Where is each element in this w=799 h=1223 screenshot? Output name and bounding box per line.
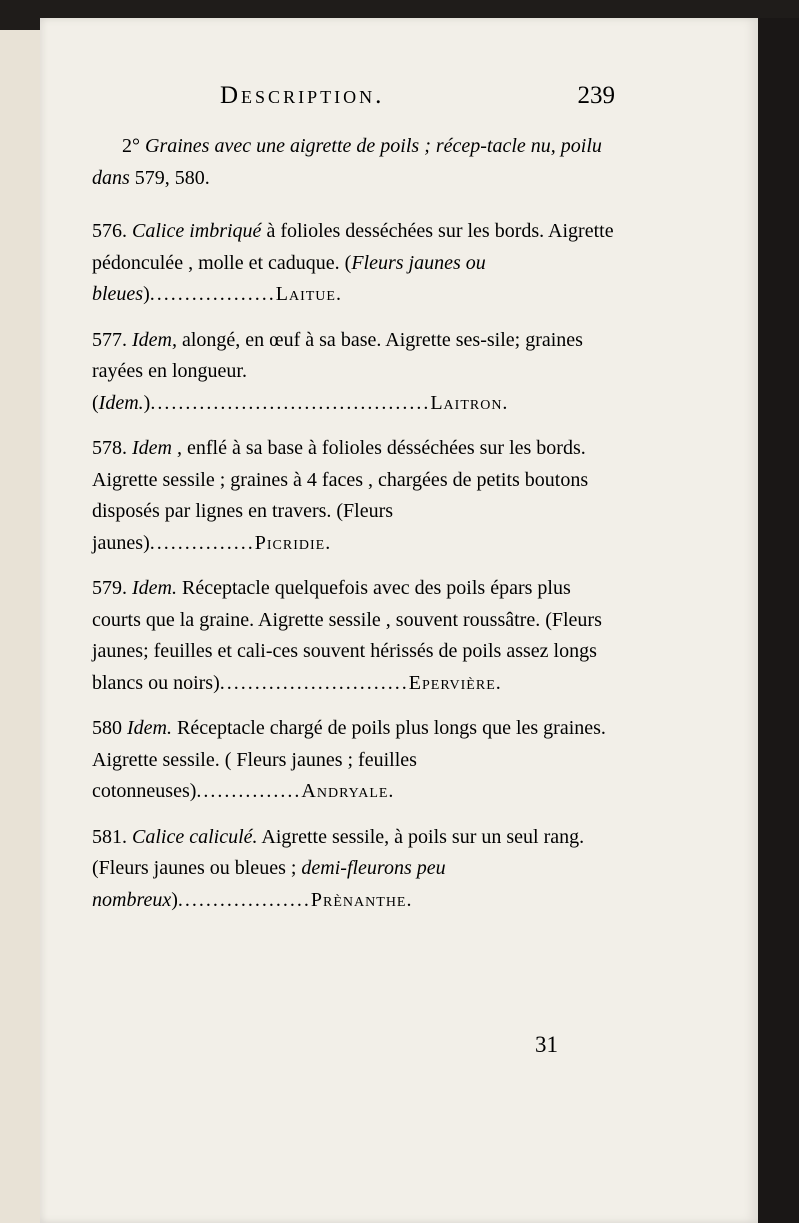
entry-number: 581.	[92, 825, 127, 848]
entry-term: Idem,	[132, 328, 177, 351]
page-body	[92, 131, 622, 930]
entry-text: alongé, en œuf à sa base. Aigrette ses-sile; graines rayées en longueur. (	[92, 328, 583, 414]
entry-note: Fleurs jaunes ou bleues	[92, 251, 486, 305]
entry-number: 576.	[92, 220, 127, 242]
entry-term: Calice imbriqué	[132, 220, 262, 242]
entry-close: )	[171, 888, 178, 911]
page-shadow	[758, 18, 799, 1223]
leader-dots: ........................................	[150, 391, 431, 414]
section-subheading	[92, 131, 622, 194]
entry-term: Idem.	[127, 717, 172, 739]
key-entry-580	[92, 713, 622, 808]
entry-term: Calice caliculé.	[132, 825, 258, 848]
plant-name: Laitron.	[430, 391, 509, 414]
entry-number: 578.	[92, 437, 127, 459]
entry-term: Idem ,	[132, 437, 182, 459]
running-title: Description.	[220, 82, 385, 109]
plant-name: Picridie.	[254, 531, 332, 554]
entry-note: demi-fleurons peu nombreux	[92, 857, 446, 911]
key-entry-577	[92, 325, 622, 420]
entry-close: )	[143, 391, 151, 414]
entry-text: Aigrette sessile, à poils sur un seul rang. (Fleurs jaunes ou bleues ;	[92, 825, 585, 879]
page-number: 239	[577, 82, 615, 109]
leader-dots: ...................	[177, 888, 311, 911]
page-header	[220, 82, 615, 122]
key-entry-578	[92, 433, 622, 559]
plant-name: Laitue.	[275, 283, 342, 305]
entry-number: 580	[92, 717, 122, 739]
entry-term: Idem.	[132, 577, 177, 599]
subheading-text: Graines avec une aigrette de poils ; récep-tacle nu, poilu dans	[92, 135, 602, 189]
entry-text: enflé à sa base à folioles désséchées sur les bords. Aigrette sessile ; graines à 4 faces , chargées de petits boutons disposés par lignes en travers. (Fleurs jaunes)	[92, 437, 589, 554]
plant-name: Andryale.	[301, 780, 395, 802]
leader-dots: ...........................	[219, 671, 409, 694]
leader-dots: ...............	[196, 780, 302, 802]
entry-close: )	[143, 283, 150, 305]
subheading-refs: 579, 580.	[129, 166, 210, 189]
entry-number: 577.	[92, 328, 127, 351]
leader-dots: ...............	[149, 531, 255, 554]
key-entry-579	[92, 573, 622, 699]
leader-dots: ..................	[149, 283, 276, 305]
plant-name: Epervière.	[408, 671, 502, 694]
signature-mark: 31	[535, 1032, 558, 1057]
key-entry-581	[92, 822, 622, 917]
entry-text: Réceptacle quelquefois avec des poils épars plus courts que la graine. Aigrette sessile , souvent roussâtre. (Fleurs jaunes; feuilles et cali-ces souvent hérissés de poils assez longs blancs ou noirs)	[92, 577, 602, 694]
plant-name: Prènanthe.	[310, 888, 413, 911]
entry-number: 579.	[92, 577, 127, 599]
entry-note: Idem.	[98, 391, 144, 414]
subheading-prefix: 2°	[122, 135, 145, 157]
facing-page-edge	[0, 30, 41, 1223]
entry-text: à folioles desséchées sur les bords. Aigrette pédonculée , molle et caduque. (	[92, 220, 614, 274]
key-entry-576	[92, 216, 622, 311]
entry-text: Réceptacle chargé de poils plus longs que les graines. Aigrette sessile. ( Fleurs jaunes ; feuilles cotonneuses)	[92, 717, 606, 802]
